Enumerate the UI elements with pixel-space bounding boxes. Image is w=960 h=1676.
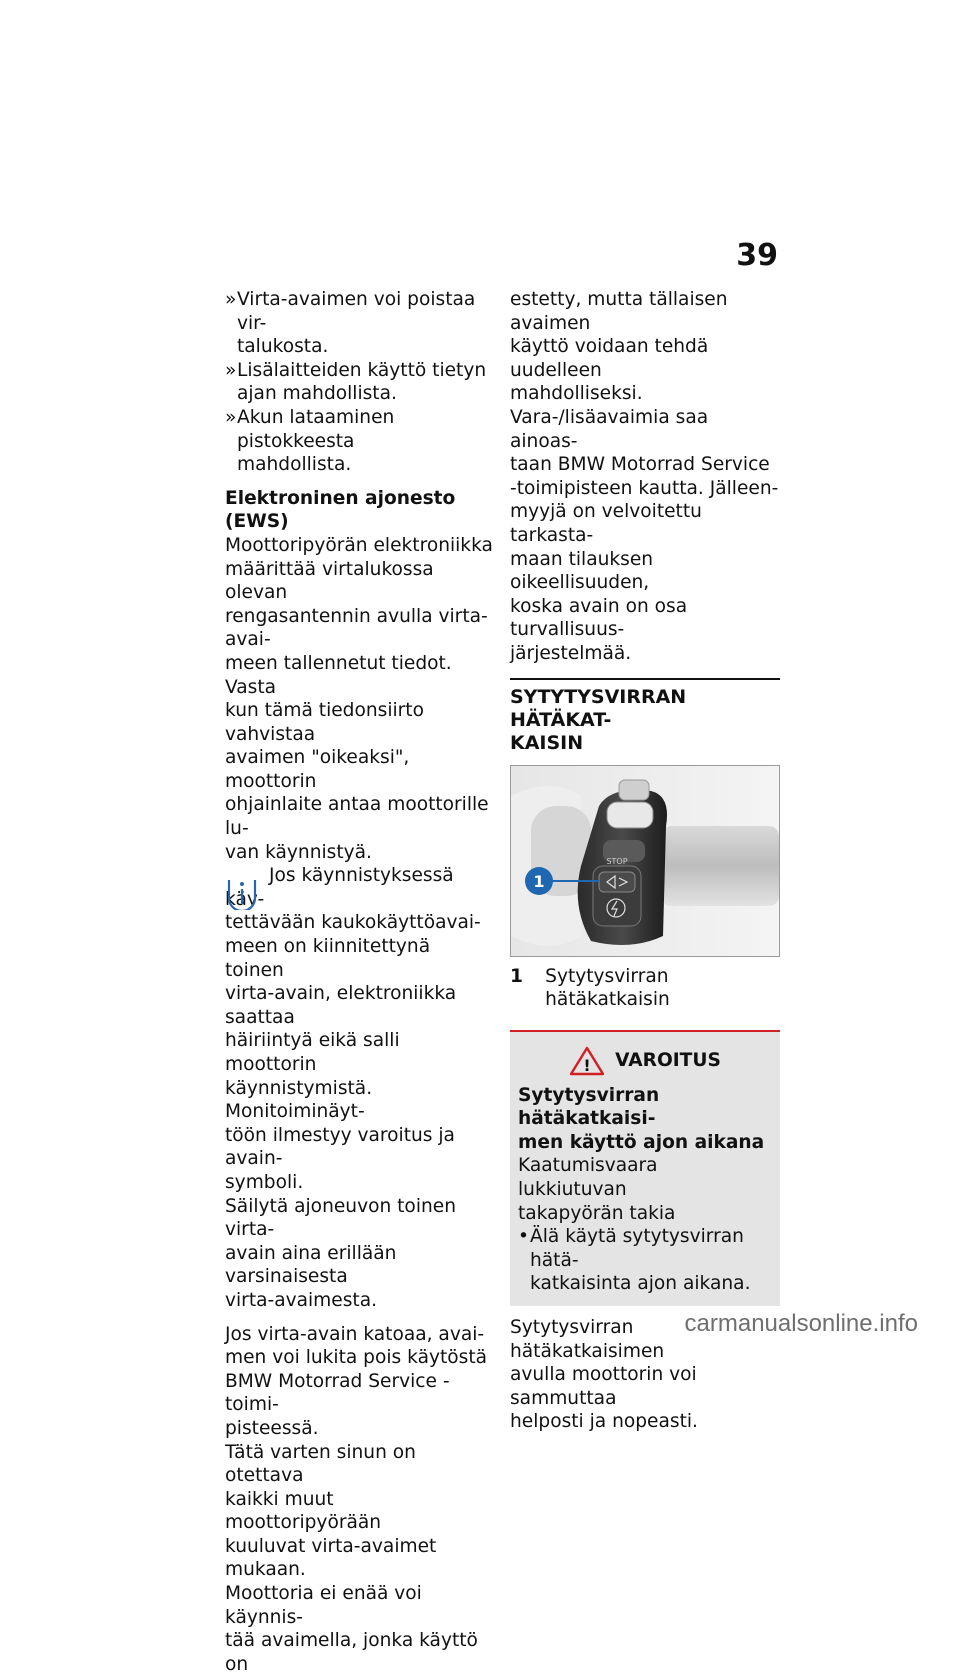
callout-number: 1 xyxy=(533,872,544,891)
bullet-text: Lisälaitteiden käyttö tietyn ajan mahdollista. xyxy=(237,359,493,406)
warning-bullet xyxy=(518,1225,772,1296)
closing-paragraph: Sytytysvirran hätäkatkaisimen avulla moottorin voi sammuttaa helposti ja nopeasti. xyxy=(510,1316,780,1434)
warning-subtitle: Sytytysvirran hätäkatkaisi- men käyttö ajon aikana xyxy=(518,1084,772,1155)
watermark: carmanualsonline.info xyxy=(685,1310,918,1338)
kill-switch-figure xyxy=(510,765,780,957)
warning-lead: Kaatumisvaara lukkiutuvan takapyörän takia xyxy=(518,1154,772,1225)
caption-text: Sytytysvirran hätäkatkaisin xyxy=(545,965,780,1012)
bullet-item xyxy=(225,288,493,359)
figure-caption xyxy=(510,965,780,1012)
warning-triangle-icon xyxy=(569,1046,605,1076)
warning-bullet-text: Älä käytä sytytysvirran hätä- katkaisinta ajon aikana. xyxy=(530,1225,772,1296)
page-number: 39 xyxy=(736,238,778,273)
bullet-marker: » xyxy=(225,359,236,383)
bullet-text: Virta-avaimen voi poistaa vir- talukosta. xyxy=(237,288,493,359)
caption-number: 1 xyxy=(510,965,545,1012)
note-text-continued: Säilytä ajoneuvon toinen virta- avain aina erillään varsinaisesta virta-avaimesta. xyxy=(225,1195,493,1313)
svg-text:!: ! xyxy=(583,1056,590,1075)
info-note xyxy=(225,864,493,1194)
invalidate-paragraph: Tätä varten sinun on otettava kaikki muut moottoripyörään kuuluvat virta-avaimet mukaan. Moottoria ei enää voi käynnis- tää avaimella, jonka käyttö on xyxy=(225,1441,493,1676)
bullet-marker: » xyxy=(225,406,236,430)
warning-title: VAROITUS xyxy=(615,1049,721,1073)
right-column xyxy=(510,288,780,1434)
warning-header xyxy=(518,1046,772,1076)
bullet-marker: • xyxy=(518,1225,529,1249)
ews-body: Moottoripyörän elektroniikka määrittää virtalukossa olevan rengasantennin avulla virta-avai- meen tallennetut tiedot. Vasta kun tämä tiedonsiirto vahvistaa avaimen "oikeaksi", moottorin ohjainlaite antaa moottorille lu- van käynnistyä. xyxy=(225,534,493,864)
ews-heading: Elektroninen ajonesto (EWS) xyxy=(225,487,493,534)
info-icon xyxy=(225,868,259,910)
bullet-item xyxy=(225,359,493,406)
left-column xyxy=(225,288,493,1676)
handlebar-switch-illustration xyxy=(511,766,779,956)
note-text: Jos käynnistyksessä käy- tettävään kaukokäyttöavai- meen on kiinnitettynä toinen virta-avain, elektroniikka saattaa häiriintyä eikä salli moottorin käynnistymistä. Monitoiminäyt- töön ilmestyy varoitus ja avain- symboli. xyxy=(225,864,493,1194)
bullet-marker: » xyxy=(225,288,236,312)
spare-keys-paragraph: Vara-/lisäavaimia saa ainoas- taan BMW Motorrad Service -toimipisteen kautta. Jälleen- myyjä on velvoitettu tarkasta- maan tilauksen oikeellisuuden, koska avain on osa turvallisuus- järjestelmää. xyxy=(510,406,780,666)
bullet-text: Akun lataaminen pistokkeesta mahdollista. xyxy=(237,406,493,477)
warning-box xyxy=(510,1030,780,1306)
bullet-item xyxy=(225,406,493,477)
continuation-paragraph: estetty, mutta tällaisen avaimen käyttö voidaan tehdä uudelleen mahdolliseksi. xyxy=(510,288,780,406)
stop-label: STOP xyxy=(606,857,627,866)
section-heading: SYTYTYSVIRRAN HÄTÄKAT- KAISIN xyxy=(510,678,780,755)
lost-key-paragraph: Jos virta-avain katoaa, avai- men voi lukita pois käytöstä BMW Motorrad Service -toimi- pisteessä. xyxy=(225,1323,493,1441)
